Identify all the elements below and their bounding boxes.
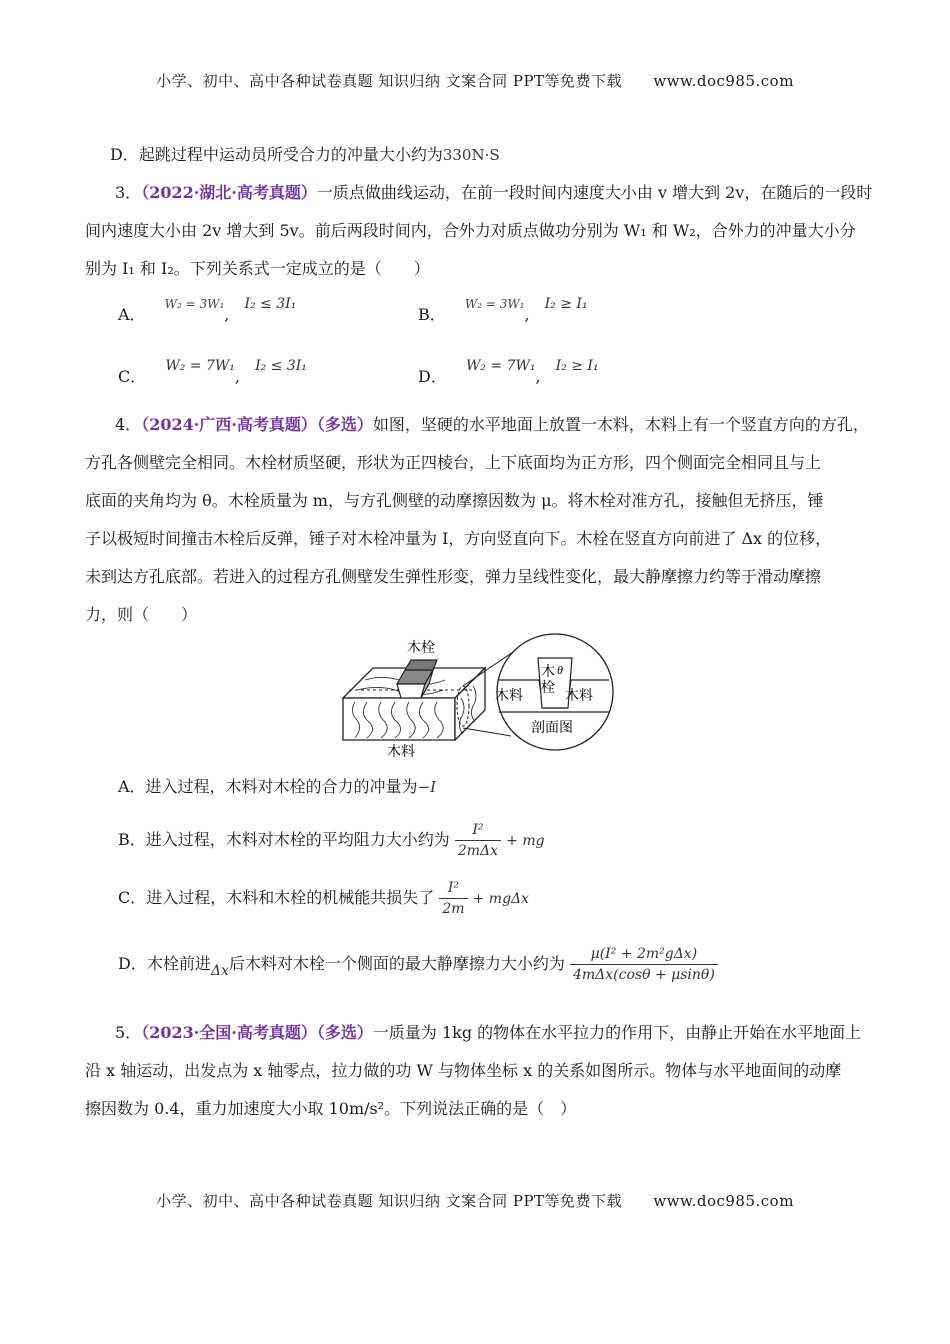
q3-d-f1: W₂ = 7W₁ bbox=[465, 358, 536, 374]
q4-option-a[interactable] bbox=[118, 776, 436, 798]
q3-option-b[interactable]: B． $^{W_2 = 3W_1}$, I₂ ≥ I₁ bbox=[418, 296, 588, 324]
q3-d-label: D． bbox=[418, 367, 447, 386]
q4-stem-6: 力，则（ ） bbox=[85, 605, 198, 624]
q4-stem-1: 如图，坚硬的水平地面上放置一木料，木料上有一个竖直方向的方孔， bbox=[372, 415, 869, 434]
q3-c-label: C． bbox=[118, 367, 147, 386]
q5-stem-3: 擦因数为 0.4，重力加速度大小取 10m/s²。下列说法正确的是（ ） bbox=[85, 1099, 577, 1118]
q5-line1 bbox=[115, 1022, 861, 1044]
q2-option-d bbox=[110, 144, 500, 166]
page-header bbox=[0, 70, 950, 91]
q4-option-d[interactable] bbox=[118, 944, 718, 985]
section-peg-char-1: 木 bbox=[541, 665, 555, 680]
q3-option-c[interactable]: C． W₂ = 7W₁, I₂ ≤ 3I₁ bbox=[118, 358, 307, 386]
q2-d-text: D．起跳过程中运动员所受合力的冲量大小约为 bbox=[110, 145, 443, 164]
q3-b-f1: W₂ = 3W₁ bbox=[464, 297, 525, 311]
q4-b-den: 2mΔx bbox=[457, 843, 499, 859]
q4-line1 bbox=[115, 414, 869, 436]
section-caption: 剖面图 bbox=[531, 721, 573, 736]
q4-d-num: μ(I² + 2m²gΔx) bbox=[570, 944, 718, 965]
q4-b-fraction bbox=[455, 820, 501, 861]
q3-a-f1: W₂ = 3W₁ bbox=[164, 297, 225, 311]
header-site: www.doc985.com bbox=[653, 72, 794, 90]
section-wood-left: 木料 bbox=[495, 689, 523, 704]
section-theta: θ bbox=[557, 663, 563, 677]
q5-source: （2023·全国·高考真题）（多选） bbox=[141, 1023, 373, 1042]
q4-b-tail: + mg bbox=[506, 833, 545, 849]
q3-number: 3． bbox=[115, 183, 142, 202]
footer-site: www.doc985.com bbox=[653, 1192, 794, 1210]
q4-a-formula: −I bbox=[417, 778, 437, 796]
q3-c-f1: W₂ = 7W₁ bbox=[165, 358, 235, 374]
q4-d-text: 后木料对木栓一个侧面的最大静摩擦力大小约为 bbox=[228, 954, 565, 973]
figure-label-peg: 木栓 bbox=[407, 641, 435, 656]
q4-b-num: I² bbox=[455, 820, 501, 841]
q5-stem-2: 沿 x 轴运动，出发点为 x 轴零点，拉力做的功 W 与物体坐标 x 的关系如图所示。物体与水平地面间的动摩 bbox=[85, 1061, 842, 1080]
q4-stem-5: 未到达方孔底部。若进入的过程方孔侧壁发生弹性形变，弹力呈线性变化，最大静摩擦力约等于滑动摩擦 bbox=[85, 567, 822, 586]
q3-c-f2: I₂ ≤ 3I₁ bbox=[255, 358, 307, 374]
q4-c-tail: + mgΔx bbox=[472, 891, 530, 907]
page-footer bbox=[0, 1190, 950, 1211]
section-wood-right: 木料 bbox=[565, 689, 593, 704]
q4-a-text: A．进入过程，木料对木栓的合力的冲量为 bbox=[118, 777, 418, 796]
q5-number: 5． bbox=[115, 1023, 142, 1042]
q3-d-f2: I₂ ≥ I₁ bbox=[555, 358, 599, 374]
q4-stem-4: 子以极短时间撞击木栓后反弹，锤子对木栓冲量为 I，方向竖直向下。木栓在竖直方向前进了 Δx 的位移， bbox=[85, 529, 832, 548]
q4-c-den: 2m bbox=[442, 901, 465, 917]
q4-c-text: C．进入过程，木料和木栓的机械能共损失了 bbox=[118, 888, 435, 907]
q2-d-value: 330N·S bbox=[442, 146, 500, 164]
q3-a-f2: I₂ ≤ 3I₁ bbox=[244, 296, 297, 312]
q3-b-f2: I₂ ≥ I₁ bbox=[544, 296, 588, 312]
q4-number: 4． bbox=[115, 415, 142, 434]
q4-option-b[interactable] bbox=[118, 820, 545, 861]
q4-d-dx: Δx bbox=[210, 963, 229, 979]
q3-option-d[interactable]: D． W₂ = 7W₁, I₂ ≥ I₁ bbox=[418, 358, 599, 386]
q3-line1 bbox=[115, 182, 872, 204]
q4-stem-2: 方孔各侧壁完全相同。木栓材质坚硬，形状为正四棱台，上下底面均为正方形，四个侧面完全相同且与上 bbox=[85, 453, 822, 472]
q4-d-fraction bbox=[570, 944, 718, 985]
section-peg-char-2: 栓 bbox=[541, 681, 555, 696]
q3-stem-3: 别为 I₁ 和 I₂。下列关系式一定成立的是（ ） bbox=[85, 259, 430, 278]
q4-figure bbox=[335, 632, 635, 760]
figure-label-wood: 木料 bbox=[387, 745, 415, 760]
q4-d-pre: D．木栓前进 bbox=[118, 954, 211, 973]
q3-source: （2022·湖北·高考真题） bbox=[141, 183, 317, 202]
q4-stem-3: 底面的夹角均为 θ。木栓质量为 m，与方孔侧壁的动摩擦因数为 μ。将木栓对准方孔，接触但无挤压，锤 bbox=[85, 491, 824, 510]
q4-source: （2024·广西·高考真题）（多选） bbox=[141, 415, 373, 434]
header-text: 小学、初中、高中各种试卷真题 知识归纳 文案合同 PPT等免费下载 bbox=[156, 72, 623, 90]
q5-stem-1: 一质量为 1kg 的物体在水平拉力的作用下，由静止开始在水平地面上 bbox=[372, 1023, 862, 1042]
q4-c-num: I² bbox=[439, 878, 467, 899]
q3-a-label: A． bbox=[118, 305, 146, 324]
q4-d-den: 4mΔx(cosθ + μsinθ) bbox=[572, 967, 715, 983]
footer-text: 小学、初中、高中各种试卷真题 知识归纳 文案合同 PPT等免费下载 bbox=[156, 1192, 623, 1210]
q4-c-fraction bbox=[439, 878, 467, 919]
q4-b-text: B．进入过程，木料对木栓的平均阻力大小约为 bbox=[118, 830, 450, 849]
q3-stem-1: 一质点做曲线运动，在前一段时间内速度大小由 v 增大到 2v，在随后的一段时 bbox=[316, 183, 873, 202]
q3-b-label: B． bbox=[418, 305, 446, 324]
q4-option-c[interactable] bbox=[118, 878, 529, 919]
q3-option-a[interactable]: A． $^{W_2 = 3W_1}$, I₂ ≤ 3I₁ bbox=[118, 296, 297, 324]
q3-stem-2: 间内速度大小由 2v 增大到 5v。前后两段时间内，合外力对质点做功分别为 W₁ 和 W₂，合外力的冲量大小分 bbox=[85, 221, 856, 240]
